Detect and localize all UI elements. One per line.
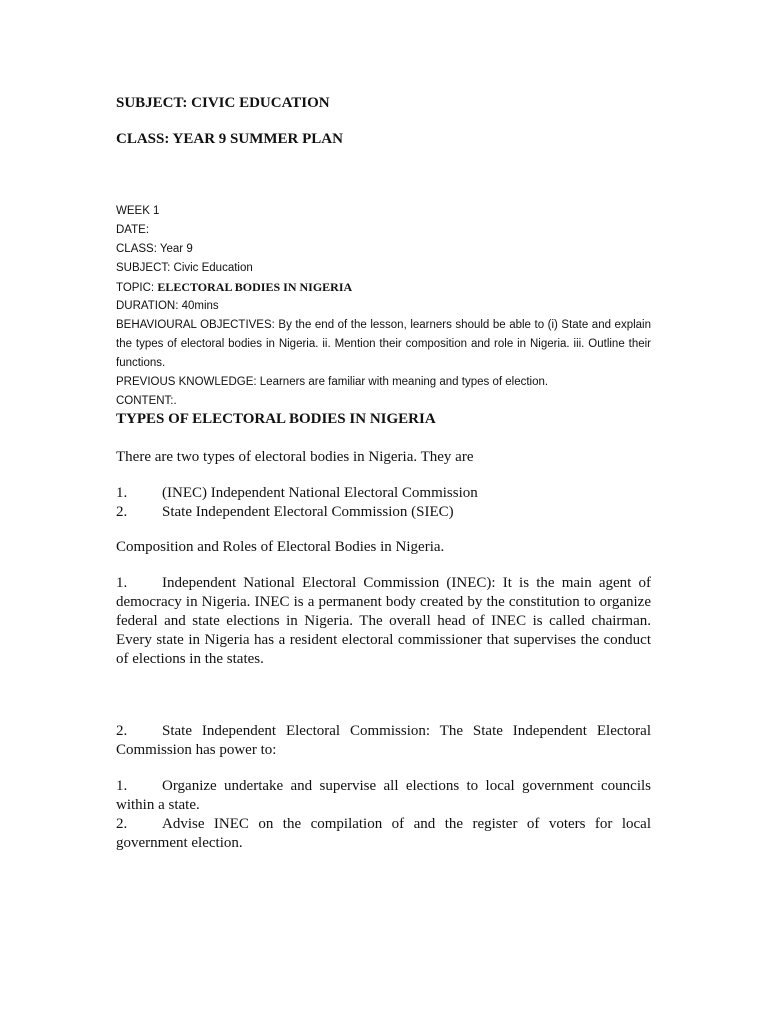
section-heading: TYPES OF ELECTORAL BODIES IN NIGERIA xyxy=(116,411,436,427)
subject-title: SUBJECT: CIVIC EDUCATION xyxy=(116,95,330,111)
paragraph-number: 2. xyxy=(116,816,128,832)
paragraph-text: Organize undertake and supervise all elections to local government councils within a state. xyxy=(116,778,651,813)
paragraph-number: 2. xyxy=(116,723,128,739)
subject-line: SUBJECT: Civic Education xyxy=(116,262,253,274)
paragraph-text: State Independent Electoral Commission: The State Independent Electoral Commission has power to: xyxy=(116,723,651,758)
lesson-meta xyxy=(116,202,651,411)
paragraph-number: 1. xyxy=(116,778,128,794)
siec-power-item xyxy=(116,815,651,853)
class-title: CLASS: YEAR 9 SUMMER PLAN xyxy=(116,131,343,147)
class-line: CLASS: Year 9 xyxy=(116,243,193,255)
types-list xyxy=(116,484,651,522)
paragraph-text: Advise INEC on the compilation of and the register of voters for local government election. xyxy=(116,816,651,851)
week-line: WEEK 1 xyxy=(116,205,160,217)
list-item xyxy=(116,484,651,503)
siec-paragraph xyxy=(116,722,651,760)
previous-knowledge-line: PREVIOUS KNOWLEDGE: Learners are familiar with meaning and types of election. xyxy=(116,376,549,388)
topic-label: TOPIC: xyxy=(116,282,158,294)
siec-power-item xyxy=(116,777,651,815)
topic-value: ELECTORAL BODIES IN NIGERIA xyxy=(157,280,353,294)
inec-paragraph xyxy=(116,574,651,669)
list-text: State Independent Electoral Commission (SIEC) xyxy=(162,504,454,520)
list-text: (INEC) Independent National Electoral Commission xyxy=(162,485,478,501)
topic-line xyxy=(116,278,651,297)
list-number: 1. xyxy=(116,485,128,501)
paragraph-number: 1. xyxy=(116,575,128,591)
list-number: 2. xyxy=(116,504,128,520)
duration-line: DURATION: 40mins xyxy=(116,300,219,312)
objectives-paragraph: BEHAVIOURAL OBJECTIVES: By the end of the lesson, learners should be able to (i) State and explain the types of electoral bodies in Nigeria. ii. Mention their composition and role in Nigeria. iii. Outline their functions. xyxy=(116,319,651,369)
content-line: CONTENT:. xyxy=(116,395,177,407)
list-item xyxy=(116,503,651,522)
intro-paragraph: There are two types of electoral bodies in Nigeria. They are xyxy=(116,449,474,465)
paragraph-text: Independent National Electoral Commission (INEC): It is the main agent of democracy in Nigeria. INEC is a permanent body created by the constitution to organize federal and state elections in Nigeria. The overall head of INEC is called chairman. Every state in Nigeria has a resident electoral commissioner that supervises the conduct of elections in the states. xyxy=(116,575,651,667)
date-line: DATE: xyxy=(116,224,150,236)
composition-heading: Composition and Roles of Electoral Bodies in Nigeria. xyxy=(116,539,445,555)
